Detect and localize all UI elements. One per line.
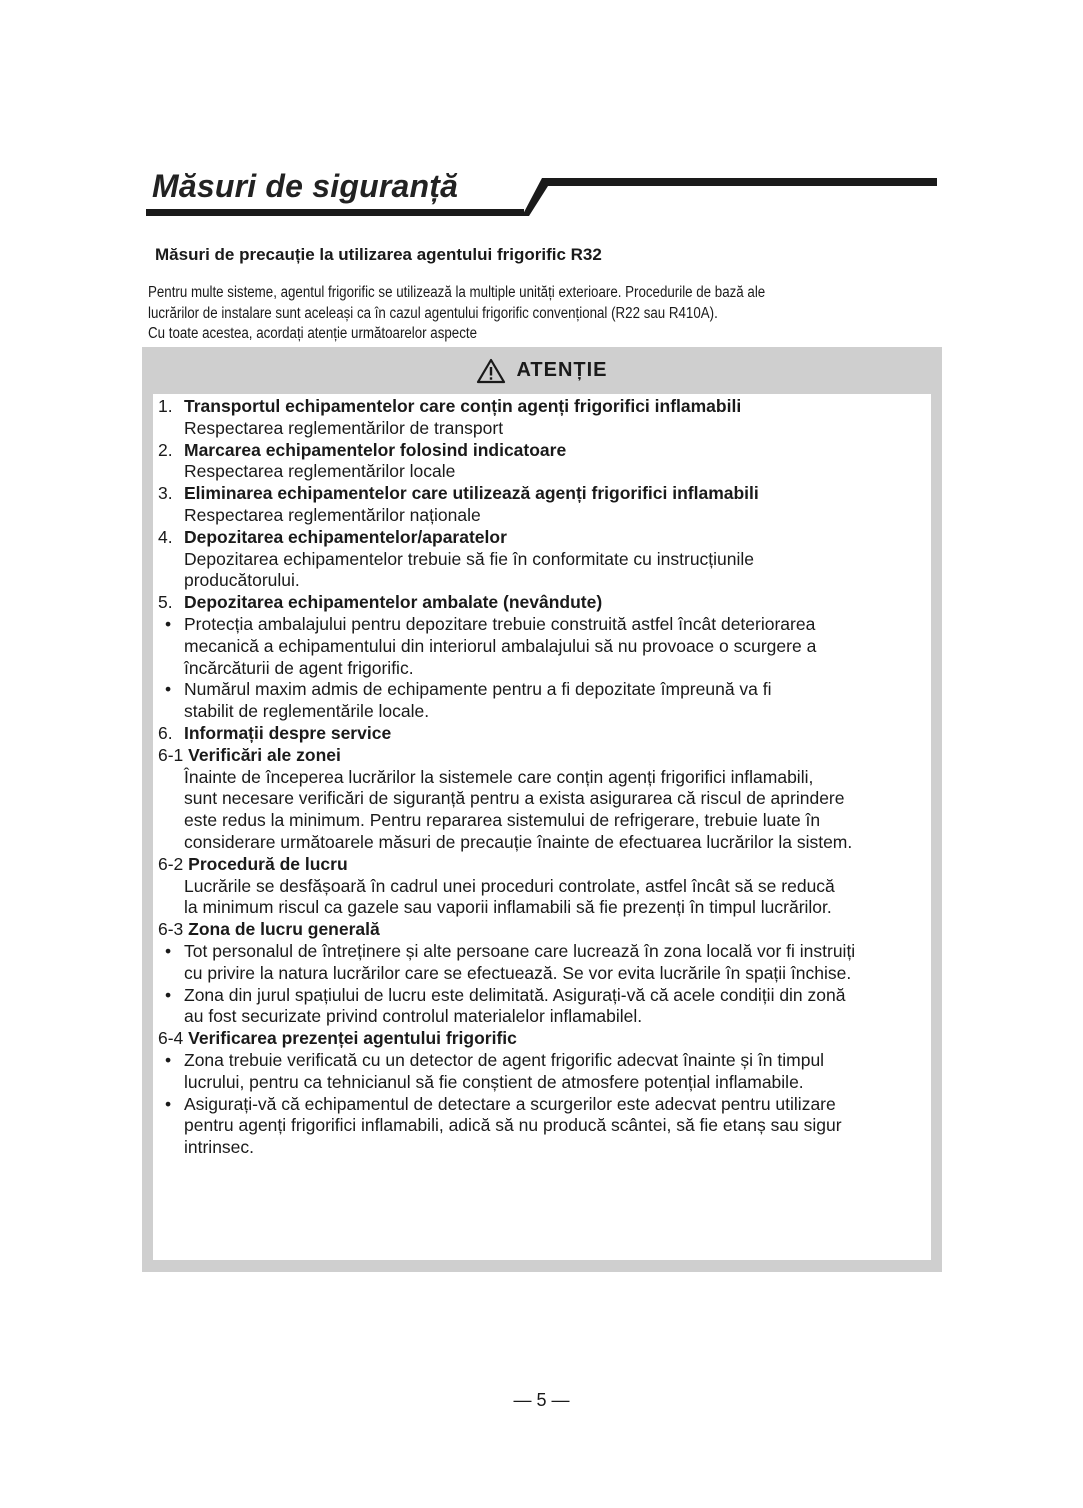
bullet-item	[158, 941, 938, 963]
item-text: Respectarea reglementărilor de transport	[184, 417, 504, 438]
item-text-line	[158, 1072, 938, 1094]
item-text: Marcarea echipamentelor folosind indicatoare	[184, 439, 567, 460]
sub-item-heading	[158, 854, 938, 876]
item-text: Zona din jurul spațiului de lucru este delimitată. Asigurați-vă că acele condiții din zonă	[184, 984, 846, 1005]
warning-label: ATENȚIE	[516, 359, 608, 381]
sub-item-number: 6-4	[158, 1028, 184, 1049]
intro-line: lucrărilor de instalare sunt aceleași ca în cazul agentului frigorific convențional (R22 sau R410A).	[148, 304, 718, 322]
item-text-line	[158, 810, 938, 832]
item-text-line	[158, 701, 938, 723]
item-text: Lucrările se desfășoară în cadrul unei proceduri controlate, astfel încât să se reducă	[184, 875, 835, 896]
item-text-line	[158, 461, 938, 483]
item-text: considerare următoarele măsuri de precauție înainte de efectuarea lucrărilor la sistem.	[184, 831, 853, 852]
item-number: 1.	[158, 396, 173, 416]
item-number: 2.	[158, 439, 173, 460]
item-text	[158, 1028, 938, 1050]
item-text: Respectarea reglementărilor locale	[184, 461, 456, 482]
item-text: cu privire la natura lucrărilor care se efectuează. Se vor evita lucrările în spații închise.	[184, 962, 852, 983]
bullet-item	[158, 1050, 938, 1072]
bullet-dot: •	[165, 940, 172, 961]
item-text: producătorului.	[184, 570, 300, 591]
item-text: Eliminarea echipamentelor care utilizează agenți frigorifici inflamabili	[184, 483, 759, 504]
item-text: lucrului, pentru ca tehnicianul să fie conștient de atmosfere potențial inflamabile.	[184, 1071, 804, 1092]
item-text-line	[158, 570, 938, 592]
sub-item-number: 6-1	[158, 744, 184, 765]
item-text-line	[158, 658, 938, 680]
intro-line: Pentru multe sisteme, agentul frigorific se utilizează la multiple unități exterioare. Procedurile de bază ale	[148, 284, 766, 301]
numbered-item	[158, 396, 938, 418]
bullet-dot: •	[165, 1049, 172, 1070]
item-text-line	[158, 1006, 938, 1028]
intro-paragraph	[148, 283, 948, 345]
item-text	[158, 854, 938, 876]
item-text: Transportul echipamentelor care conțin agenți frigorifici inflamabili	[184, 396, 742, 416]
item-text: Protecția ambalajului pentru depozitare trebuie construită astfel încât deteriorarea	[184, 613, 816, 634]
sub-item-label: Verificări ale zonei	[183, 744, 341, 765]
item-text: Respectarea reglementărilor naționale	[184, 504, 481, 525]
bullet-item	[158, 614, 938, 636]
item-text: Tot personalul de întreținere și alte persoane care lucrează în zona locală vor fi instruiți	[184, 940, 856, 961]
page-title: Măsuri de siguranță	[152, 168, 459, 204]
item-text: pentru agenți frigorifici inflamabili, adică să nu producă scântei, să fie etanș sau sigur	[184, 1115, 842, 1136]
sub-item-heading	[158, 919, 938, 941]
item-number: 4.	[158, 526, 173, 547]
item-text-line	[158, 1137, 938, 1159]
item-text: Înainte de începerea lucrărilor la sistemele care conțin agenți frigorifici inflamabili,	[184, 766, 814, 787]
sub-item-number: 6-2	[158, 853, 184, 874]
bullet-dot: •	[165, 613, 172, 634]
item-text-line	[158, 636, 938, 658]
item-text: Depozitarea echipamentelor ambalate (nevândute)	[184, 592, 603, 613]
bullet-item	[158, 1094, 938, 1116]
numbered-item	[158, 592, 938, 614]
item-text-line	[158, 788, 938, 810]
numbered-item	[158, 527, 938, 549]
bullet-dot: •	[165, 1093, 172, 1114]
item-text: Depozitarea echipamentelor trebuie să fie în conformitate cu instrucțiunile	[184, 548, 755, 569]
item-text-line	[158, 1115, 938, 1137]
item-text-line	[158, 897, 938, 919]
item-number: 6.	[158, 722, 173, 743]
sub-item-label: Procedură de lucru	[183, 853, 348, 874]
bullet-item	[158, 679, 938, 701]
numbered-item	[158, 483, 938, 505]
item-text-line	[158, 505, 938, 527]
section-heading: Măsuri de precauție la utilizarea agentului frigorific R32	[155, 245, 602, 264]
page-number: — 5 —	[513, 1390, 570, 1410]
warning-triangle-icon	[476, 358, 506, 384]
item-text-line	[158, 549, 938, 571]
item-text: Numărul maxim admis de echipamente pentru a fi depozitate împreună va fi	[184, 679, 772, 700]
bullet-dot: •	[165, 984, 172, 1005]
numbered-item	[158, 440, 938, 462]
sub-item-heading	[158, 745, 938, 767]
item-text-line	[158, 876, 938, 898]
item-text	[158, 745, 938, 767]
item-text: Depozitarea echipamentelor/aparatelor	[184, 526, 507, 547]
item-text	[158, 919, 938, 941]
item-text: au fost securizate privind controlul materialelor inflamabilel.	[184, 1006, 643, 1027]
intro-line: Cu toate acestea, acordați atenție următoarelor aspecte	[148, 325, 478, 342]
numbered-item	[158, 723, 938, 745]
sub-item-label: Verificarea prezenței agentului frigorific	[183, 1028, 517, 1049]
item-text: Informații despre service	[184, 722, 392, 743]
item-text: la minimum riscul ca gazele sau vaporii inflamabili să fie prezenți în timpul lucrărilor.	[184, 897, 832, 918]
item-text: încărcăturii de agent frigorific.	[184, 657, 414, 678]
bullet-dot: •	[165, 679, 172, 700]
sub-item-number: 6-3	[158, 919, 184, 940]
item-text-line	[158, 418, 938, 440]
warning-content	[158, 396, 938, 1159]
item-text: intrinsec.	[184, 1137, 255, 1158]
item-text: mecanică a echipamentului din interiorul ambalajului să nu provoace o scurgere a	[184, 635, 817, 656]
item-text-line	[158, 963, 938, 985]
item-text: este redus la minimum. Pentru repararea sistemului de refrigerare, trebuie luate în	[184, 810, 821, 831]
item-text: Asigurați-vă că echipamentul de detectare a scurgerilor este adecvat pentru utilizare	[184, 1093, 836, 1114]
sub-item-heading	[158, 1028, 938, 1050]
sub-item-label: Zona de lucru generală	[183, 919, 380, 940]
item-text: stabilit de reglementările locale.	[184, 701, 430, 722]
item-text-line	[158, 832, 938, 854]
item-text: sunt necesare verificări de siguranță pentru a exista asigurarea că riscul de aprindere	[184, 788, 845, 809]
item-text-line	[158, 767, 938, 789]
item-text: Zona trebuie verificată cu un detector de agent frigorific adecvat înainte și în timpul	[184, 1049, 825, 1070]
warning-header	[142, 347, 942, 394]
item-number: 3.	[158, 483, 173, 504]
bullet-item	[158, 985, 938, 1007]
item-number: 5.	[158, 592, 173, 613]
